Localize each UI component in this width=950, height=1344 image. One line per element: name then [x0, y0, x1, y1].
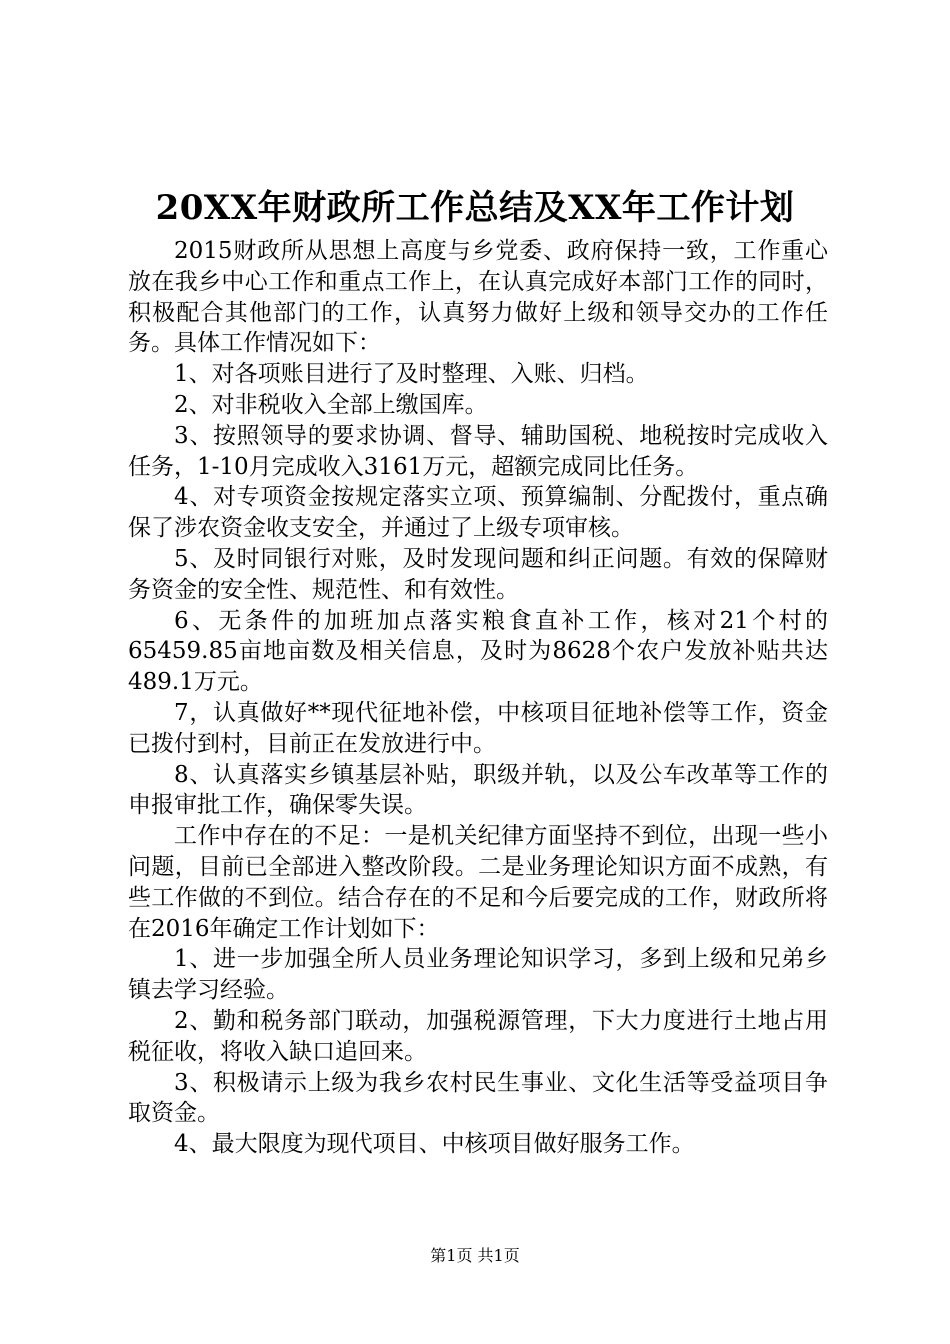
- page-footer: 第1页 共1页: [430, 1246, 520, 1265]
- paragraph: 2、勤和税务部门联动，加强税源管理，下大力度进行土地占用税征收，将收入缺口追回来。: [128, 1007, 828, 1065]
- paragraph: 1、进一步加强全所人员业务理论知识学习，多到上级和兄弟乡镇去学习经验。: [128, 946, 828, 1004]
- paragraph: 3、积极请示上级为我乡农村民生事业、文化生活等受益项目争取资金。: [128, 1069, 828, 1127]
- paragraph: 8、认真落实乡镇基层补贴，职级并轨，以及公车改革等工作的申报审批工作，确保零失误。: [128, 761, 828, 819]
- paragraph: 2015财政所从思想上高度与乡党委、政府保持一致，工作重心放在我乡中心工作和重点工作上，在认真完成好本部门工作的同时，积极配合其他部门的工作，认真努力做好上级和领导交办的工作任务。具体工作情况如下：: [128, 238, 828, 357]
- document-title: 20XX年财政所工作总结及XX年工作计划: [155, 188, 795, 228]
- paragraph: 6、无条件的加班加点落实粮食直补工作，核对21个村的65459.85亩地亩数及相关信息，及时为8628个农户发放补贴共达489.1万元。: [128, 607, 828, 696]
- document-body: [128, 236, 828, 1160]
- paragraph: 7，认真做好**现代征地补偿，中核项目征地补偿等工作，资金已拨付到村，目前正在发放进行中。: [128, 699, 828, 757]
- paragraph: 4、对专项资金按规定落实立项、预算编制、分配拨付，重点确保了涉农资金收支安全，并通过了上级专项审核。: [128, 484, 828, 542]
- paragraph: 4、最大限度为现代项目、中核项目做好服务工作。: [174, 1131, 695, 1158]
- paragraph: 2、对非税收入全部上缴国库。: [174, 391, 488, 418]
- paragraph: 工作中存在的不足：一是机关纪律方面坚持不到位，出现一些小问题，目前已全部进入整改阶段。二是业务理论知识方面不成熟，有些工作做的不到位。结合存在的不足和今后要完成的工作，财政所将在2016年确定工作计划如下：: [128, 823, 828, 942]
- paragraph: 5、及时同银行对账，及时发现问题和纠正问题。有效的保障财务资金的安全性、规范性、和有效性。: [128, 545, 828, 603]
- paragraph: 3、按照领导的要求协调、督导、辅助国税、地税按时完成收入任务，1-10月完成收入3161万元，超额完成同比任务。: [128, 422, 828, 480]
- paragraph: 1、对各项账目进行了及时整理、入账、归档。: [174, 361, 649, 388]
